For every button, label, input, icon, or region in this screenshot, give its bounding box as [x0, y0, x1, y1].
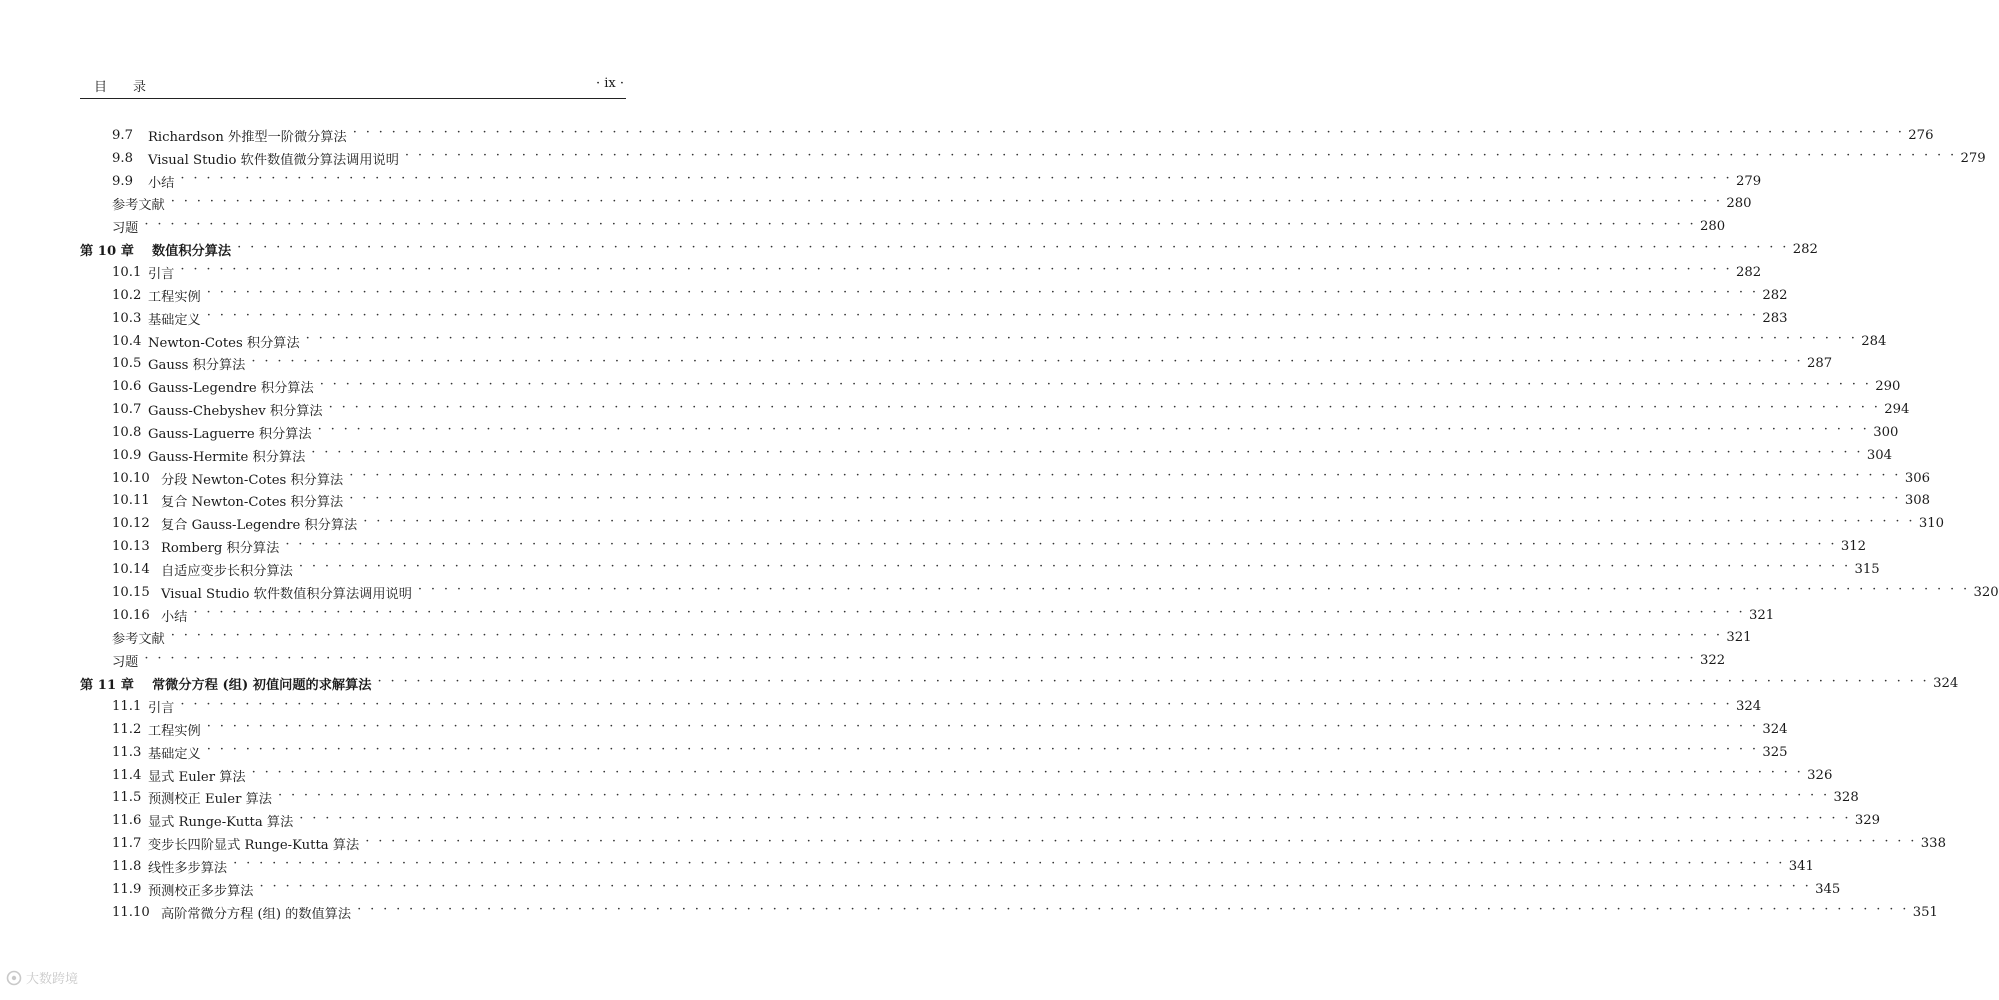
toc-entry-number: 10.13 [112, 539, 150, 555]
toc-entry-number: 11.2 [112, 721, 142, 737]
toc-entry-page: 324 [1933, 676, 1959, 692]
toc-entry-title: 复合 Gauss-Legendre 积分算法 [161, 518, 358, 534]
toc-entry [80, 330, 1887, 353]
toc-entry-number: 11.5 [112, 790, 142, 806]
toc-entry-title: 预测校正多步算法 [148, 883, 254, 899]
toc-entry-page: 280 [1699, 219, 1726, 235]
toc-entry-title: Newton-Cotes 积分算法 [148, 335, 300, 351]
toc-entry-page: 279 [1960, 150, 1986, 166]
dot-leader: · · · · · · · · · · · · · · · · · · · · · · · · · · · · · · · · · · · · · · · · · · · · · · · · · · · · · · · · · · · · · · · · · · · · · · · · · · · · · · · · · · · · · · · · · · · · · · · · · · · · · · · · · · · · · · · · · · · · · · · · [206, 742, 1759, 758]
toc-entry-page: 280 [1726, 196, 1752, 212]
dot-leader: · · · · · · · · · · · · · · · · · · · · · · · · · · · · · · · · · · · · · · · · · · · · · · · · · · · · · · · · · · · · · · · · · · · · · · · · · · · · · · · · · · · · · · · · · · · · · · · · · · · · · · · · · · · · · · · · · · · · · · · · [277, 787, 1830, 803]
toc-entry-page: 306 [1904, 470, 1930, 486]
toc-entry-number: 10.5 [112, 356, 142, 372]
toc-entry-title: 线性多步算法 [148, 860, 228, 876]
toc-entry-number: 10.2 [112, 287, 142, 303]
dot-leader: · · · · · · · · · · · · · · · · · · · · · · · · · · · · · · · · · · · · · · · · · · · · · · · · · · · · · · · · · · · · · · · · · · · · · · · · · · · · · · · · · · · · · · · · · · · · · · · · · · · · · · · · · · · · · · · · · · · · · · · · [259, 879, 1812, 895]
toc-entry-number: 11.9 [112, 881, 142, 897]
toc-entry-title: Richardson 外推型一阶微分算法 [148, 129, 347, 145]
dot-leader: · · · · · · · · · · · · · · · · · · · · · · · · · · · · · · · · · · · · · · · · · · · · · · · · · · · · · · · · · · · · · · · · · · · · · · · · · · · · · · · · · · · · · · · · · · · · · · · · · · · · · · · · · · · · · · · · · · · · · · · · [404, 148, 1957, 164]
toc-entry-number: 10.14 [112, 561, 150, 577]
toc-entry-number: 10.16 [112, 607, 150, 623]
toc-entry-title: Gauss-Laguerre 积分算法 [148, 426, 312, 442]
toc-entry-number: 10.10 [112, 470, 150, 486]
toc-entry-title: 工程实例 [148, 723, 201, 739]
toc-entry-title: 常微分方程 (组) 初值问题的求解算法 [152, 678, 372, 694]
toc-entry-title: 基础定义 [148, 312, 201, 328]
dot-leader: · · · · · · · · · · · · · · · · · · · · · · · · · · · · · · · · · · · · · · · · · · · · · · · · · · · · · · · · · · · · · · · · · · · · · · · · · · · · · · · · · · · · · · · · · · · · · · · · · · · · · · · · · · · · · · · · · · · · · · · · [206, 719, 1759, 735]
toc-entry-number: 10.1 [112, 264, 142, 280]
toc-entry-title: Gauss 积分算法 [148, 358, 246, 374]
toc-entry [80, 467, 1930, 490]
dot-leader: · · · · · · · · · · · · · · · · · · · · · · · · · · · · · · · · · · · · · · · · · · · · · · · · · · · · · · · · · · · · · · · · · · · · · · · · · · · · · · · · · · · · · · · · · · · · · · · · · · · · · · · · · · · · · · · · · · · · · · · · [206, 285, 1759, 301]
toc-entry-page: 324 [1735, 699, 1762, 715]
toc-entry-page: 294 [1884, 402, 1910, 418]
dot-leader: · · · · · · · · · · · · · · · · · · · · · · · · · · · · · · · · · · · · · · · · · · · · · · · · · · · · · · · · · · · · · · · · · · · · · · · · · · · · · · · · · · · · · · · · · · · · · · · · · · · · · · · · · · · · · · · · · · · · · · · · [237, 239, 1789, 255]
dot-leader: · · · · · · · · · · · · · · · · · · · · · · · · · · · · · · · · · · · · · · · · · · · · · · · · · · · · · · · · · · · · · · · · · · · · · · · · · · · · · · · · · · · · · · · · · · · · · · · · · · · · · · · · · · · · · · · · · · · · · · · · [180, 262, 1732, 278]
toc-entry-page: 328 [1833, 790, 1859, 806]
header-title: 目录 [94, 80, 173, 95]
toc-entry [80, 284, 1788, 307]
table-of-contents [80, 124, 1999, 924]
toc-entry [80, 421, 1899, 444]
toc-entry-title: 显式 Runge-Kutta 算法 [148, 815, 294, 831]
toc-entry-page: 279 [1735, 173, 1762, 189]
toc-entry-number: 11.1 [112, 699, 142, 715]
toc-entry [80, 878, 1841, 901]
dot-leader: · · · · · · · · · · · · · · · · · · · · · · · · · · · · · · · · · · · · · · · · · · · · · · · · · · · · · · · · · · · · · · · · · · · · · · · · · · · · · · · · · · · · · · · · · · · · · · · · · · · · · · · · · · · · · · · · · · · · · · · · [233, 856, 1785, 872]
toc-entry [80, 649, 1726, 672]
toc-entry-number: 10.4 [112, 333, 142, 349]
toc-entry-page: 321 [1726, 630, 1752, 646]
toc-entry-number: 10.6 [112, 379, 142, 395]
toc-entry-title: Gauss-Legendre 积分算法 [148, 381, 314, 397]
dot-leader: · · · · · · · · · · · · · · · · · · · · · · · · · · · · · · · · · · · · · · · · · · · · · · · · · · · · · · · · · · · · · · · · · · · · · · · · · · · · · · · · · · · · · · · · · · · · · · · · · · · · · · · · · · · · · · · · · · · · · · · · [417, 582, 1970, 598]
toc-entry-title: Gauss-Hermite 积分算法 [148, 449, 306, 465]
toc-entry-title: Visual Studio 软件数值微分算法调用说明 [148, 152, 399, 168]
toc-entry [80, 786, 1859, 809]
toc-chapter-entry [80, 672, 1959, 695]
toc-entry [80, 832, 1946, 855]
dot-leader: · · · · · · · · · · · · · · · · · · · · · · · · · · · · · · · · · · · · · · · · · · · · · · · · · · · · · · · · · · · · · · · · · · · · · · · · · · · · · · · · · · · · · · · · · · · · · · · · · · · · · · · · · · · · · · · · · · · · · · · · [180, 171, 1732, 187]
toc-entry-title: 数值积分算法 [152, 244, 232, 260]
toc-entry-title: 工程实例 [148, 289, 201, 305]
dot-leader: · · · · · · · · · · · · · · · · · · · · · · · · · · · · · · · · · · · · · · · · · · · · · · · · · · · · · · · · · · · · · · · · · · · · · · · · · · · · · · · · · · · · · · · · · · · · · · · · · · · · · · · · · · · · · · · · · · · · · · · · [299, 810, 1851, 826]
toc-entry-page: 322 [1699, 653, 1726, 669]
toc-entry [80, 695, 1762, 718]
dot-leader: · · · · · · · · · · · · · · · · · · · · · · · · · · · · · · · · · · · · · · · · · · · · · · · · · · · · · · · · · · · · · · · · · · · · · · · · · · · · · · · · · · · · · · · · · · · · · · · · · · · · · · · · · · · · · · · · · · · · · · · · [170, 193, 1723, 209]
toc-entry-title: 参考文献 [112, 198, 165, 214]
toc-entry [80, 490, 1930, 513]
toc-entry-title: 预测校正 Euler 算法 [148, 792, 272, 808]
toc-entry [80, 398, 1910, 421]
toc-entry-number: 10.7 [112, 402, 142, 418]
dot-leader: · · · · · · · · · · · · · · · · · · · · · · · · · · · · · · · · · · · · · · · · · · · · · · · · · · · · · · · · · · · · · · · · · · · · · · · · · · · · · · · · · · · · · · · · · · · · · · · · · · · · · · · · · · · · · · · · · · · · · · · · [170, 627, 1723, 643]
dot-leader: · · · · · · · · · · · · · · · · · · · · · · · · · · · · · · · · · · · · · · · · · · · · · · · · · · · · · · · · · · · · · · · · · · · · · · · · · · · · · · · · · · · · · · · · · · · · · · · · · · · · · · · · · · · · · · · · · · · · · · · · [349, 490, 1901, 506]
toc-entry-page: 282 [1792, 242, 1818, 258]
toc-entry [80, 193, 1752, 216]
dot-leader: · · · · · · · · · · · · · · · · · · · · · · · · · · · · · · · · · · · · · · · · · · · · · · · · · · · · · · · · · · · · · · · · · · · · · · · · · · · · · · · · · · · · · · · · · · · · · · · · · · · · · · · · · · · · · · · · · · · · · · · · [317, 422, 1870, 438]
dot-leader: · · · · · · · · · · · · · · · · · · · · · · · · · · · · · · · · · · · · · · · · · · · · · · · · · · · · · · · · · · · · · · · · · · · · · · · · · · · · · · · · · · · · · · · · · · · · · · · · · · · · · · · · · · · · · · · · · · · · · · · · [363, 513, 1915, 529]
dot-leader: · · · · · · · · · · · · · · · · · · · · · · · · · · · · · · · · · · · · · · · · · · · · · · · · · · · · · · · · · · · · · · · · · · · · · · · · · · · · · · · · · · · · · · · · · · · · · · · · · · · · · · · · · · · · · · · · · · · · · · · · [377, 673, 1930, 689]
toc-entry-number: 11.4 [112, 767, 142, 783]
toc-entry-page: 310 [1918, 516, 1944, 532]
toc-entry-page: 315 [1854, 561, 1880, 577]
watermark-logo-icon [6, 970, 22, 986]
toc-entry [80, 764, 1833, 787]
toc-entry-page: 308 [1904, 493, 1930, 509]
toc-entry-title: 引言 [148, 701, 175, 717]
toc-entry-number: 11.6 [112, 813, 142, 829]
toc-entry-title: 高阶常微分方程 (组) 的数值算法 [161, 906, 352, 922]
toc-entry [80, 627, 1752, 650]
toc-entry [80, 124, 1934, 147]
toc-entry [80, 444, 1893, 467]
toc-entry [80, 855, 1814, 878]
toc-entry [80, 901, 1938, 924]
toc-entry-number: 9.9 [112, 173, 133, 189]
toc-entry-page: 338 [1920, 836, 1946, 852]
toc-entry-page: 282 [1735, 264, 1762, 280]
toc-entry-page: 351 [1912, 904, 1938, 920]
watermark [6, 968, 78, 987]
toc-entry-page: 326 [1807, 767, 1833, 783]
toc-chapter-entry [80, 238, 1818, 261]
toc-entry-title: 习题 [112, 221, 139, 237]
toc-entry-number: 11.10 [112, 904, 150, 920]
toc-entry-page: 341 [1788, 858, 1814, 874]
toc-entry-number: 10.9 [112, 447, 142, 463]
toc-entry-title: 基础定义 [148, 746, 201, 762]
toc-entry-page: 329 [1854, 813, 1881, 829]
toc-entry [80, 558, 1880, 581]
toc-entry [80, 535, 1867, 558]
toc-entry [80, 809, 1881, 832]
toc-entry-page: 321 [1748, 607, 1775, 623]
dot-leader: · · · · · · · · · · · · · · · · · · · · · · · · · · · · · · · · · · · · · · · · · · · · · · · · · · · · · · · · · · · · · · · · · · · · · · · · · · · · · · · · · · · · · · · · · · · · · · · · · · · · · · · · · · · · · · · · · · · · · · · · [365, 833, 1917, 849]
dot-leader: · · · · · · · · · · · · · · · · · · · · · · · · · · · · · · · · · · · · · · · · · · · · · · · · · · · · · · · · · · · · · · · · · · · · · · · · · · · · · · · · · · · · · · · · · · · · · · · · · · · · · · · · · · · · · · · · · · · · · · · · [251, 765, 1804, 781]
toc-entry [80, 170, 1762, 193]
toc-entry-page: 304 [1866, 447, 1893, 463]
toc-entry-title: 变步长四阶显式 Runge-Kutta 算法 [148, 838, 360, 854]
toc-entry-title: Romberg 积分算法 [161, 541, 280, 557]
toc-entry-title: 显式 Euler 算法 [148, 769, 246, 785]
toc-entry-number: 11.3 [112, 744, 142, 760]
toc-entry [80, 352, 1833, 375]
toc-entry-number: 11.7 [112, 836, 142, 852]
toc-entry-page: 287 [1806, 356, 1833, 372]
toc-entry-page: 282 [1762, 287, 1788, 303]
toc-entry-number: 10.12 [112, 516, 150, 532]
toc-entry-page: 345 [1815, 881, 1841, 897]
toc-entry-number: 10.15 [112, 584, 150, 600]
toc-entry-title: 分段 Newton-Cotes 积分算法 [161, 472, 344, 488]
toc-entry-number: 11.8 [112, 858, 142, 874]
toc-entry [80, 307, 1788, 330]
dot-leader: · · · · · · · · · · · · · · · · · · · · · · · · · · · · · · · · · · · · · · · · · · · · · · · · · · · · · · · · · · · · · · · · · · · · · · · · · · · · · · · · · · · · · · · · · · · · · · · · · · · · · · · · · · · · · · · · · · · · · · · · [251, 353, 1803, 369]
toc-entry-title: 习题 [112, 655, 139, 671]
toc-entry [80, 375, 1901, 398]
toc-entry-page: 312 [1840, 539, 1867, 555]
toc-entry [80, 581, 1999, 604]
dot-leader: · · · · · · · · · · · · · · · · · · · · · · · · · · · · · · · · · · · · · · · · · · · · · · · · · · · · · · · · · · · · · · · · · · · · · · · · · · · · · · · · · · · · · · · · · · · · · · · · · · · · · · · · · · · · · · · · · · · · · · · · [298, 559, 1851, 575]
toc-entry-title: 引言 [148, 266, 175, 282]
toc-entry [80, 741, 1788, 764]
toc-entry-number: 9.8 [112, 150, 133, 166]
toc-entry-number: 第 10 章 [80, 244, 134, 260]
toc-entry [80, 604, 1775, 627]
toc-entry-title: 复合 Newton-Cotes 积分算法 [161, 495, 344, 511]
dot-leader: · · · · · · · · · · · · · · · · · · · · · · · · · · · · · · · · · · · · · · · · · · · · · · · · · · · · · · · · · · · · · · · · · · · · · · · · · · · · · · · · · · · · · · · · · · · · · · · · · · · · · · · · · · · · · · · · · · · · · · · · [357, 902, 1909, 918]
toc-entry-title: Visual Studio 软件数值积分算法调用说明 [161, 586, 412, 602]
toc-entry-page: 290 [1875, 379, 1901, 395]
dot-leader: · · · · · · · · · · · · · · · · · · · · · · · · · · · · · · · · · · · · · · · · · · · · · · · · · · · · · · · · · · · · · · · · · · · · · · · · · · · · · · · · · · · · · · · · · · · · · · · · · · · · · · · · · · · · · · · · · · · · · · · · [311, 445, 1863, 461]
toc-entry-number: 第 11 章 [80, 678, 134, 694]
toc-entry-page: 300 [1873, 424, 1899, 440]
dot-leader: · · · · · · · · · · · · · · · · · · · · · · · · · · · · · · · · · · · · · · · · · · · · · · · · · · · · · · · · · · · · · · · · · · · · · · · · · · · · · · · · · · · · · · · · · · · · · · · · · · · · · · · · · · · · · · · · · · · · · · · · [319, 376, 1872, 392]
dot-leader: · · · · · · · · · · · · · · · · · · · · · · · · · · · · · · · · · · · · · · · · · · · · · · · · · · · · · · · · · · · · · · · · · · · · · · · · · · · · · · · · · · · · · · · · · · · · · · · · · · · · · · · · · · · · · · · · · · · · · · · · [193, 605, 1745, 621]
toc-entry [80, 215, 1726, 238]
toc-entry [80, 261, 1762, 284]
toc-entry [80, 718, 1788, 741]
toc-entry-title: 小结 [161, 609, 188, 625]
header-page-number: · ix · [595, 76, 624, 91]
dot-leader: · · · · · · · · · · · · · · · · · · · · · · · · · · · · · · · · · · · · · · · · · · · · · · · · · · · · · · · · · · · · · · · · · · · · · · · · · · · · · · · · · · · · · · · · · · · · · · · · · · · · · · · · · · · · · · · · · · · · · · · · [285, 536, 1837, 552]
toc-entry-title: 参考文献 [112, 632, 165, 648]
toc-entry-number: 10.3 [112, 310, 142, 326]
toc-entry-page: 284 [1861, 333, 1887, 349]
toc-entry-page: 276 [1908, 127, 1934, 143]
toc-entry-page: 283 [1762, 310, 1788, 326]
toc-entry-number: 10.8 [112, 424, 142, 440]
dot-leader: · · · · · · · · · · · · · · · · · · · · · · · · · · · · · · · · · · · · · · · · · · · · · · · · · · · · · · · · · · · · · · · · · · · · · · · · · · · · · · · · · · · · · · · · · · · · · · · · · · · · · · · · · · · · · · · · · · · · · · · · [180, 696, 1732, 712]
toc-entry-page: 324 [1762, 721, 1788, 737]
toc-entry-title: 自适应变步长积分算法 [161, 563, 293, 579]
dot-leader: · · · · · · · · · · · · · · · · · · · · · · · · · · · · · · · · · · · · · · · · · · · · · · · · · · · · · · · · · · · · · · · · · · · · · · · · · · · · · · · · · · · · · · · · · · · · · · · · · · · · · · · · · · · · · · · · · · · · · · · · [144, 216, 1696, 232]
toc-entry-title: 小结 [148, 175, 175, 191]
dot-leader: · · · · · · · · · · · · · · · · · · · · · · · · · · · · · · · · · · · · · · · · · · · · · · · · · · · · · · · · · · · · · · · · · · · · · · · · · · · · · · · · · · · · · · · · · · · · · · · · · · · · · · · · · · · · · · · · · · · · · · · · [352, 125, 1905, 141]
running-header [80, 76, 626, 99]
toc-entry-number: 9.7 [112, 127, 133, 143]
toc-entry-number: 10.11 [112, 493, 150, 509]
dot-leader: · · · · · · · · · · · · · · · · · · · · · · · · · · · · · · · · · · · · · · · · · · · · · · · · · · · · · · · · · · · · · · · · · · · · · · · · · · · · · · · · · · · · · · · · · · · · · · · · · · · · · · · · · · · · · · · · · · · · · · · · [349, 468, 1901, 484]
dot-leader: · · · · · · · · · · · · · · · · · · · · · · · · · · · · · · · · · · · · · · · · · · · · · · · · · · · · · · · · · · · · · · · · · · · · · · · · · · · · · · · · · · · · · · · · · · · · · · · · · · · · · · · · · · · · · · · · · · · · · · · · [328, 399, 1881, 415]
toc-entry [80, 512, 1944, 535]
dot-leader: · · · · · · · · · · · · · · · · · · · · · · · · · · · · · · · · · · · · · · · · · · · · · · · · · · · · · · · · · · · · · · · · · · · · · · · · · · · · · · · · · · · · · · · · · · · · · · · · · · · · · · · · · · · · · · · · · · · · · · · · [144, 650, 1696, 666]
watermark-text: 大数跨境 [26, 972, 79, 987]
toc-entry-title: Gauss-Chebyshev 积分算法 [148, 404, 323, 420]
toc-entry-page: 320 [1973, 584, 1999, 600]
toc-entry-page: 325 [1762, 744, 1788, 760]
dot-leader: · · · · · · · · · · · · · · · · · · · · · · · · · · · · · · · · · · · · · · · · · · · · · · · · · · · · · · · · · · · · · · · · · · · · · · · · · · · · · · · · · · · · · · · · · · · · · · · · · · · · · · · · · · · · · · · · · · · · · · · · [206, 308, 1759, 324]
toc-entry [80, 147, 1986, 170]
dot-leader: · · · · · · · · · · · · · · · · · · · · · · · · · · · · · · · · · · · · · · · · · · · · · · · · · · · · · · · · · · · · · · · · · · · · · · · · · · · · · · · · · · · · · · · · · · · · · · · · · · · · · · · · · · · · · · · · · · · · · · · · [305, 331, 1858, 347]
